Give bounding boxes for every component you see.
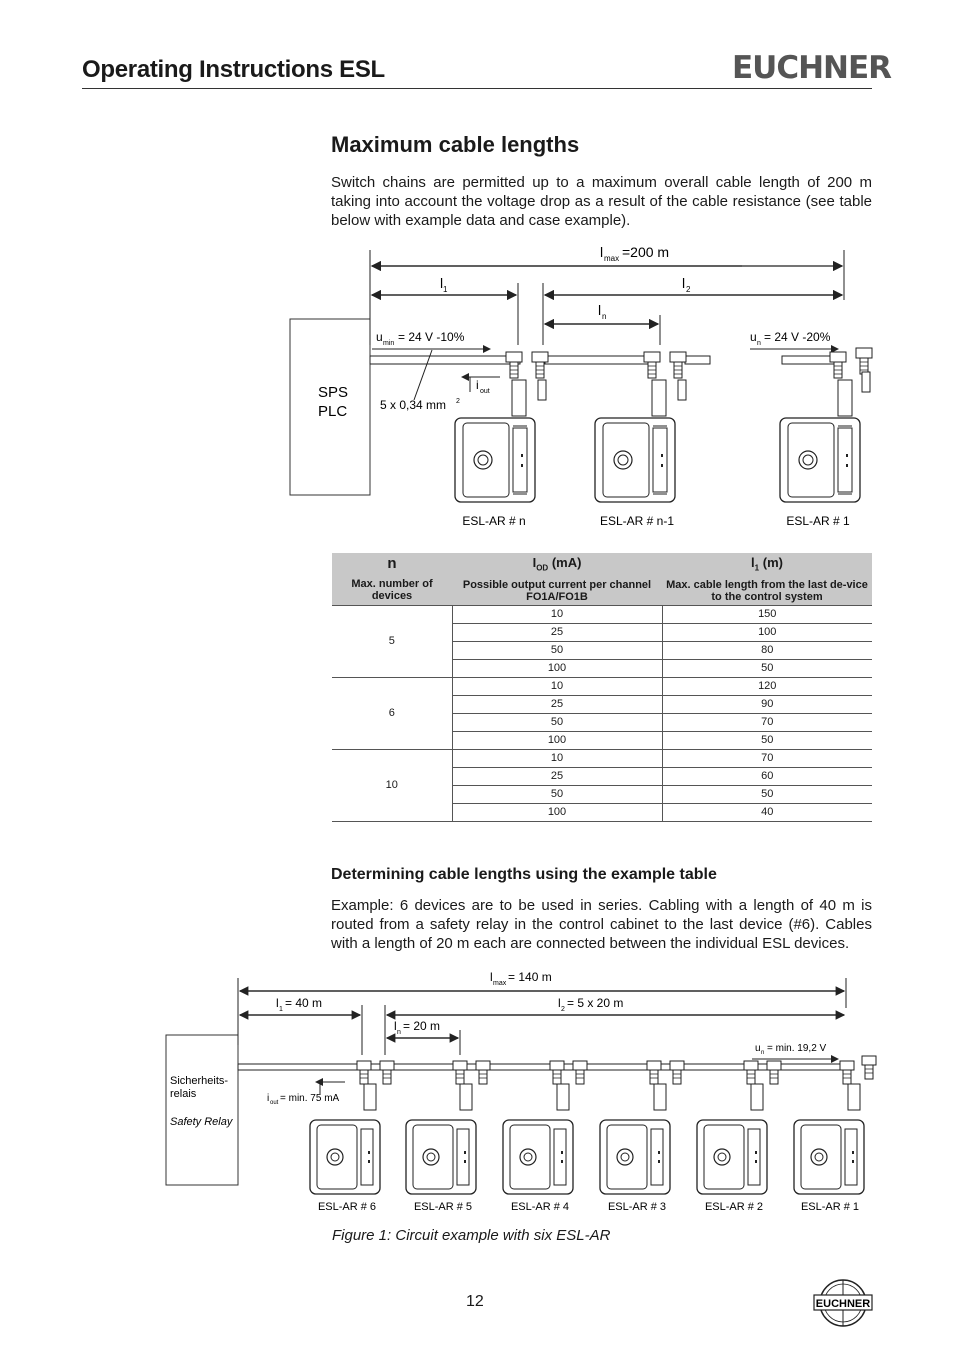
- iod-cell: 50: [452, 785, 662, 803]
- l1-cell: 50: [662, 731, 872, 749]
- relay-label-de2: relais: [170, 1088, 197, 1100]
- l1-cell: 100: [662, 623, 872, 641]
- device2-label-6: ESL-AR # 6: [317, 1201, 377, 1213]
- l1-cell: 120: [662, 677, 872, 695]
- svg-text:out: out: [270, 1100, 279, 1106]
- section-heading: Maximum cable lengths: [331, 132, 580, 157]
- iod-cell: 100: [452, 803, 662, 821]
- svg-text:2: 2: [456, 398, 460, 405]
- cable-diagram-1: [0, 0, 954, 540]
- un-label: = 24 V -20%: [764, 330, 831, 344]
- lmax2-label: = 140 m: [508, 970, 552, 984]
- intro-paragraph: Switch chains are permitted up to a maximum overall cable length of 200 m taking into account the voltage drop as a result of the cable resistance (see table below with example data and case example).: [331, 174, 872, 229]
- iod-cell: 50: [452, 713, 662, 731]
- l1-label: = 40 m: [285, 996, 323, 1010]
- iod-cell: 25: [452, 623, 662, 641]
- svg-text:u: u: [376, 330, 383, 344]
- svg-text:l: l: [558, 996, 561, 1010]
- device2-label-2: ESL-AR # 2: [704, 1201, 764, 1213]
- device-label-n: ESL-AR # n: [462, 514, 526, 528]
- svg-text:l: l: [598, 302, 602, 318]
- relay-label-en: Safety Relay: [170, 1116, 233, 1128]
- cable-length-table: [332, 553, 872, 822]
- l1-cell: 90: [662, 695, 872, 713]
- iod-cell: 100: [452, 731, 662, 749]
- svg-text:min: min: [383, 340, 395, 347]
- l1-cell: 80: [662, 641, 872, 659]
- figure-caption: Figure 1: Circuit example with six ESL-AR: [332, 1227, 611, 1244]
- l1-cell: 150: [662, 605, 872, 623]
- svg-text:max: max: [604, 254, 620, 263]
- col-n-header: n Max. number of devices: [332, 553, 452, 605]
- iod-cell: 10: [452, 677, 662, 695]
- page-number: 12: [466, 1293, 484, 1310]
- footer-brand: EUCHNER: [815, 1298, 871, 1310]
- l1-cell: 40: [662, 803, 872, 821]
- cable-diagram-2: [0, 960, 954, 1220]
- svg-text:l: l: [682, 275, 686, 291]
- ln-label: = 20 m: [403, 1019, 441, 1033]
- device2-label-3: ESL-AR # 3: [607, 1201, 667, 1213]
- iod-cell: 10: [452, 605, 662, 623]
- group-n: 6: [332, 677, 452, 749]
- group-n: 10: [332, 749, 452, 821]
- svg-text:out: out: [480, 388, 490, 395]
- svg-text:n: n: [757, 340, 761, 347]
- example-paragraph: Example: 6 devices are to be used in series. Cabling with a length of 40 m is routed from a safety relay in the control cabinet to the last device (#6). Cables with a length of 20 m each are connected between the individual ESL devices.: [331, 897, 872, 952]
- un2-label: = min. 19,2 V: [767, 1043, 827, 1054]
- svg-text:i: i: [476, 378, 479, 392]
- svg-text:l: l: [276, 996, 279, 1010]
- cable-spec: 5 x 0,34 mm: [380, 398, 447, 412]
- plc-label-1: SPS: [318, 384, 349, 401]
- svg-text:1: 1: [279, 1006, 283, 1013]
- iod-cell: 10: [452, 749, 662, 767]
- svg-text:l: l: [440, 275, 444, 291]
- svg-text:i: i: [267, 1093, 270, 1104]
- l1-cell: 70: [662, 749, 872, 767]
- l1-cell: 70: [662, 713, 872, 731]
- device2-label-1: ESL-AR # 1: [800, 1201, 860, 1213]
- col-l1-header: $l_1$ (m) Max. cable length from the last de-vice to the control system: [662, 553, 872, 605]
- svg-text:l: l: [600, 244, 604, 260]
- device-label-1: ESL-AR # 1: [786, 514, 850, 528]
- svg-text:u: u: [755, 1043, 761, 1054]
- group-n: 5: [332, 605, 452, 677]
- plc-label-2: PLC: [318, 403, 348, 420]
- example-heading: Determining cable lengths using the example table: [331, 866, 717, 883]
- iod-cell: 100: [452, 659, 662, 677]
- svg-text:1: 1: [443, 285, 448, 294]
- umin-label: = 24 V -10%: [398, 330, 465, 344]
- svg-text:n: n: [397, 1029, 401, 1036]
- l2-label: = 5 x 20 m: [567, 996, 624, 1010]
- iout-label: = min. 75 mA: [280, 1093, 340, 1104]
- svg-text:l: l: [490, 970, 493, 984]
- svg-text:2: 2: [561, 1006, 565, 1013]
- iod-cell: 50: [452, 641, 662, 659]
- svg-text:u: u: [750, 330, 757, 344]
- l1-cell: 50: [662, 659, 872, 677]
- device2-label-4: ESL-AR # 4: [510, 1201, 570, 1213]
- brand-logo: EUCHNER: [732, 50, 892, 86]
- l1-cell: 60: [662, 767, 872, 785]
- l1-cell: 50: [662, 785, 872, 803]
- device-label-n-1: ESL-AR # n-1: [599, 514, 675, 528]
- relay-label-de1: Sicherheits-: [170, 1075, 229, 1087]
- iod-cell: 25: [452, 767, 662, 785]
- svg-text:l: l: [394, 1019, 397, 1033]
- col-iod-header: $I_{OD}$ (mA) Possible output current per channel FO1A/FO1B: [452, 553, 662, 605]
- lmax-label: =200 m: [622, 244, 670, 260]
- svg-text:n: n: [602, 312, 607, 321]
- svg-text:n: n: [761, 1050, 765, 1056]
- svg-text:max: max: [493, 980, 507, 987]
- iod-cell: 25: [452, 695, 662, 713]
- document-title: Operating Instructions ESL: [82, 56, 385, 83]
- svg-text:2: 2: [686, 285, 691, 294]
- footer-logo: [812, 1278, 874, 1328]
- device2-label-5: ESL-AR # 5: [413, 1201, 473, 1213]
